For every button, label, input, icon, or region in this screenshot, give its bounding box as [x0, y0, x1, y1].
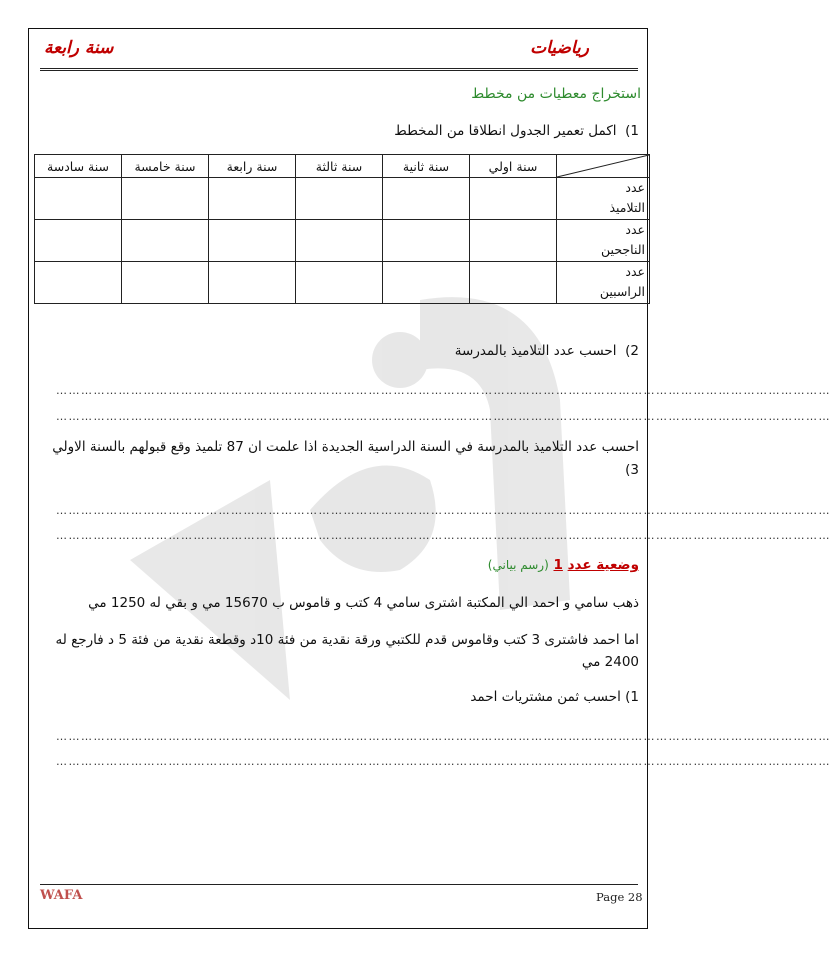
table-column-header: سنة ثانية: [383, 155, 470, 178]
table-header-row: [35, 155, 650, 178]
situation-number: 1: [553, 557, 563, 573]
question-2: [455, 343, 639, 359]
question-1-text: اكمل تعمير الجدول انطلاقا من المخطط: [394, 123, 617, 139]
table-cell[interactable]: [296, 178, 383, 220]
answer-line[interactable]: ……………………………………………………………………………………………………………………………………………………………………: [56, 410, 831, 423]
corner-diagonal: [557, 155, 649, 177]
table-column-header: سنة ثالثة: [296, 155, 383, 178]
question-3-number: 3): [625, 462, 639, 478]
row-header: [557, 262, 650, 304]
situation-line-3: 2400 مي: [581, 654, 639, 670]
situation-title: وضعية عدد: [567, 557, 639, 573]
table-cell[interactable]: [209, 220, 296, 262]
subject-title: رياضيات: [530, 38, 589, 58]
situation-question-1-text: احسب ثمن مشتريات احمد: [470, 689, 621, 705]
table-column-header: سنة رابعة: [209, 155, 296, 178]
row-header-line2: التلاميذ: [609, 200, 645, 215]
question-2-number: 2): [625, 343, 639, 359]
header-divider: [40, 68, 638, 71]
table-cell[interactable]: [35, 262, 122, 304]
table-cell[interactable]: [35, 178, 122, 220]
data-table: [34, 154, 650, 304]
situation-line-2: اما احمد فاشترى 3 كتب وقاموس قدم للكتبي ورقة نقدية من فئة 10د وقطعة نقدية من فئة 5 د فارجع له: [55, 632, 639, 648]
table-cell[interactable]: [383, 262, 470, 304]
situation-line-1: ذهب سامي و احمد الي المكتبة اشترى سامي 4 كتب و قاموس ب 15670 مي و بقي له 1250 مي: [88, 595, 639, 611]
grade-title: سنة رابعة: [44, 38, 114, 58]
table-cell[interactable]: [383, 220, 470, 262]
footer-divider: [40, 884, 638, 885]
table-row: [35, 262, 650, 304]
answer-line[interactable]: ……………………………………………………………………………………………………………………………………………………………………: [56, 384, 831, 397]
table-cell[interactable]: [209, 262, 296, 304]
situation-subtitle: (رسم بياني): [487, 558, 549, 572]
row-header: [557, 220, 650, 262]
answer-line[interactable]: ……………………………………………………………………………………………………………………………………………………………………: [56, 504, 831, 517]
footer-brand: WAFA: [40, 888, 83, 903]
question-3-text: احسب عدد التلاميذ بالمدرسة في السنة الدراسية الجديدة اذا علمت ان 87 تلميذ وقع قبولهم بالسنة الاولي: [52, 439, 639, 455]
table-cell[interactable]: [470, 262, 557, 304]
situation-question-1-number: 1): [625, 689, 639, 705]
row-header-line1: عدد: [625, 180, 645, 195]
table-row: [35, 220, 650, 262]
section-title: استخراج معطيات من مخطط: [471, 86, 641, 102]
question-1: [394, 123, 639, 139]
situation-heading: [488, 557, 639, 573]
table-cell[interactable]: [296, 262, 383, 304]
answer-line[interactable]: ……………………………………………………………………………………………………………………………………………………………………: [56, 755, 831, 768]
table-column-header: سنة خامسة: [122, 155, 209, 178]
table-corner-cell: [557, 155, 650, 178]
situation-question-1: [470, 689, 639, 705]
row-header-line1: عدد: [625, 264, 645, 279]
page-number: Page 28: [596, 890, 643, 904]
row-header-line2: الناجحين: [601, 242, 645, 257]
table-cell[interactable]: [122, 220, 209, 262]
row-header-line1: عدد: [625, 222, 645, 237]
table-cell[interactable]: [296, 220, 383, 262]
table-cell[interactable]: [470, 220, 557, 262]
table-row: [35, 178, 650, 220]
table-cell[interactable]: [209, 178, 296, 220]
table-cell[interactable]: [35, 220, 122, 262]
table-cell[interactable]: [122, 262, 209, 304]
question-2-text: احسب عدد التلاميذ بالمدرسة: [454, 343, 617, 359]
answer-line[interactable]: ……………………………………………………………………………………………………………………………………………………………………: [56, 529, 831, 542]
table-column-header: سنة سادسة: [35, 155, 122, 178]
table-cell[interactable]: [383, 178, 470, 220]
row-header: [557, 178, 650, 220]
row-header-line2: الراسبين: [599, 284, 645, 299]
table-cell[interactable]: [470, 178, 557, 220]
answer-line[interactable]: ……………………………………………………………………………………………………………………………………………………………………: [56, 730, 831, 743]
question-1-number: 1): [625, 123, 639, 139]
table-cell[interactable]: [122, 178, 209, 220]
table-column-header: سنة اولي: [470, 155, 557, 178]
